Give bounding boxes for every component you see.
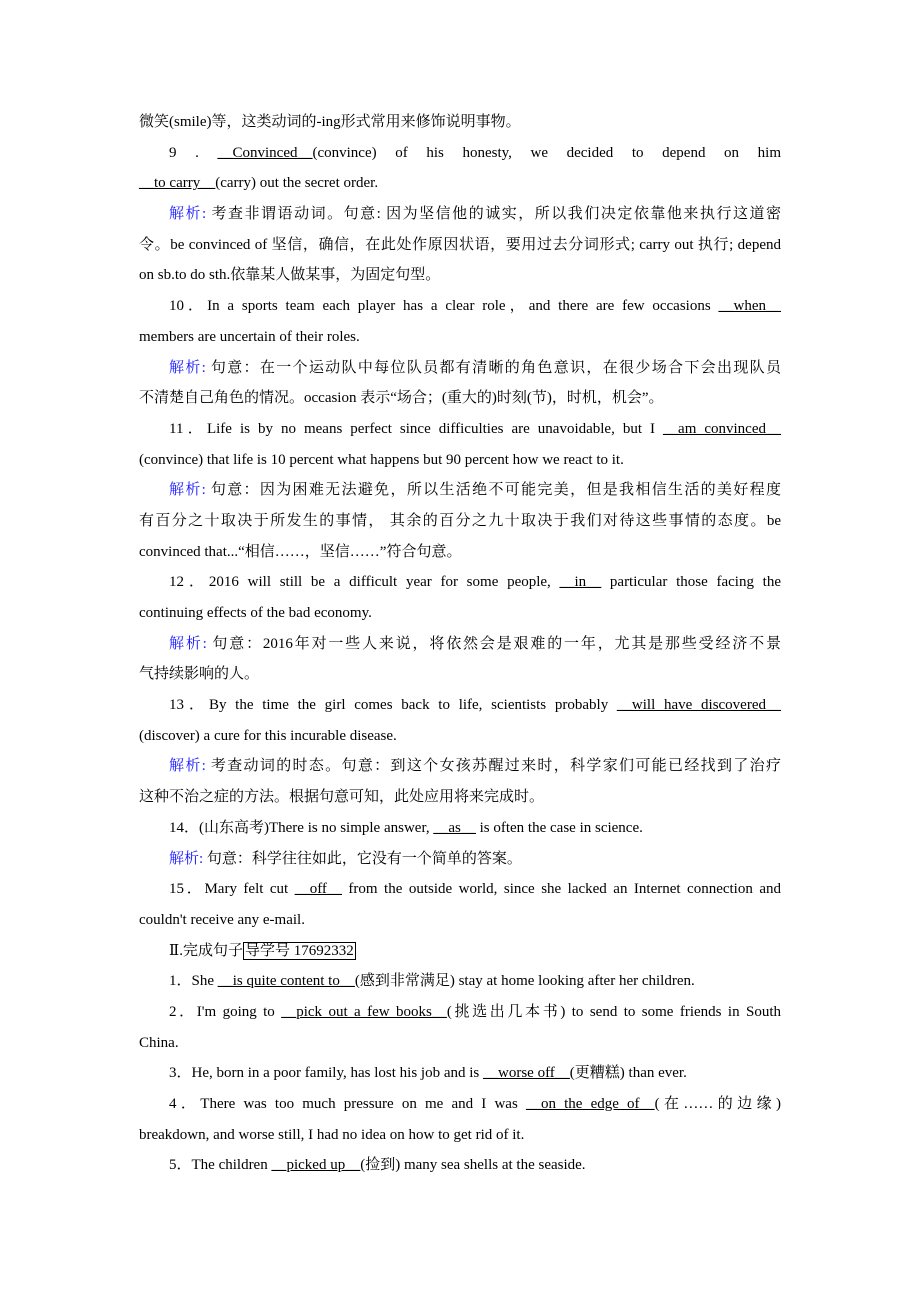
paragraph [139,1089,781,1150]
text-segment: China. [139,1034,179,1051]
text-line [139,598,781,629]
text-line [139,107,781,138]
text-line [139,383,781,414]
text-line [139,353,781,384]
text-segment: (捡到) many sea shells at the seaside. [360,1157,586,1174]
paragraph [139,936,781,967]
paragraph [139,690,781,751]
text-segment: particular those facing the [601,574,781,591]
text-segment: members are uncertain of their roles. [139,328,360,345]
paragraph [139,107,781,138]
paragraph [139,475,781,567]
text-line [139,905,781,936]
text-line [139,414,781,445]
answer-blank: __on the edge of__ [525,1096,655,1112]
text-segment: (carry) out the secret order. [215,175,379,192]
text-line [139,567,781,598]
answer-blank: __when__ [718,298,781,315]
text-segment: 11．Life is by no means perfect since difficulties are unavoidable, but I [169,420,664,437]
text-segment: 句意：2016年对一些人来说，将依然会是艰难的一年，尤其是那些受经济不景 [206,635,781,652]
paragraph [139,199,781,291]
text-segment: 5．The children [169,1157,272,1174]
text-segment: (感到非常满足) stay at home looking after her children. [354,973,695,990]
text-segment: 微笑(smile)等，这类动词的-ing形式常用来修饰说明事物。 [139,114,521,130]
text-segment: 有百分之十取决于所发生的事情， 其余的百分之九十取决于我们对待这些事情的态度。be [139,512,781,529]
text-segment: 10．In a sports team each player has a clear role，and there are few occasions [169,298,719,315]
text-segment: continuing effects of the bad economy. [139,605,372,621]
text-segment: couldn't receive any e-mail. [139,911,305,928]
answer-blank: __as__ [433,819,476,836]
text-segment: on sb.to do sth.依靠某人做某事，为固定句型。 [139,267,441,284]
text-line [139,322,781,353]
analysis-label: 解析: [169,850,204,867]
analysis-label: 解析: [169,359,206,376]
text-line [139,721,781,752]
answer-blank: __to carry__ [139,175,216,192]
text-segment: 3．He, born in a poor family, has lost his job and is [169,1065,483,1082]
text-line [139,629,781,660]
text-segment: 考查非谓语动词。句意: 因为坚信他的诚实，所以我们决定依靠他来执行这道密 [206,206,781,223]
answer-blank: __in__ [559,574,602,591]
analysis-label: 解析: [169,635,207,652]
text-segment: 15．Mary felt cut [169,881,295,898]
text-line [139,445,781,476]
reference-number-box: 导学号 17692332 [244,942,354,959]
text-line [139,475,781,506]
paragraph [139,966,781,997]
paragraph [139,291,781,352]
analysis-label: 解析: [169,482,206,499]
text-line [139,291,781,322]
text-line [139,844,781,875]
text-segment: 13．By the time the girl comes back to life, scientists probably [169,697,617,714]
text-line [139,1120,781,1151]
text-segment: 9 . [169,144,218,161]
text-line [139,230,781,261]
analysis-label: 解析: [169,206,207,223]
paragraph [139,751,781,812]
text-line [139,1150,781,1181]
paragraph [139,844,781,875]
answer-blank: __will have discovered__ [616,697,781,714]
text-line [139,1028,781,1059]
paragraph [139,1150,781,1181]
paragraph [139,813,781,844]
paragraph [139,414,781,475]
text-segment: (在……的边缘) [654,1096,781,1112]
analysis-label: 解析: [169,758,206,775]
text-segment: 令。be convinced of 坚信，确信，在此处作原因状语，要用过去分词形式; carry out 执行; depend [139,236,781,253]
paragraph [139,874,781,935]
text-segment: 14．(山东高考)There is no simple answer, [169,819,434,836]
text-line [139,506,781,537]
answer-blank: __Convinced__ [217,144,313,161]
text-line [139,260,781,291]
text-line [139,1089,781,1120]
paragraph [139,629,781,690]
text-segment: Ⅱ.完成句子 [169,942,243,959]
text-segment: 不清楚自己角色的情况。occasion 表示“场合；(重大的)时刻(节)，时机，机会”。 [139,390,664,407]
text-segment: (更糟糕) than ever. [569,1065,687,1082]
answer-blank: __picked up__ [271,1157,361,1174]
text-segment: 考查动词的时态。句意：到这个女孩苏醒过来时，科学家们可能已经找到了治疗 [205,758,781,775]
text-line [139,751,781,782]
paragraph [139,138,781,199]
text-segment: (discover) a cure for this incurable disease. [139,727,397,744]
answer-blank: __off__ [294,881,342,898]
text-line [139,936,781,967]
text-segment: 2．I'm going to [169,1003,282,1020]
text-segment: 12．2016 will still be a difficult year for some people, [169,574,560,591]
text-segment: 气持续影响的人。 [139,666,260,683]
paragraph [139,353,781,414]
text-segment: (convince) of his honesty, we decided to depend on him [312,144,781,161]
text-segment: 句意：科学往往如此，它没有一个简单的答案。 [203,850,522,867]
text-segment: 这种不治之症的方法。根据句意可知，此处应用将来完成时。 [139,789,545,806]
text-line [139,690,781,721]
answer-blank: __am convinced__ [663,420,781,437]
text-line [139,168,781,199]
text-line [139,1058,781,1089]
paragraph [139,997,781,1058]
paragraph [139,567,781,628]
document-page [139,107,781,1181]
text-line [139,537,781,568]
text-segment: 4．There was too much pressure on me and I was [169,1096,526,1112]
text-segment: is often the case in science. [475,819,643,836]
text-segment: (挑选出几本书) to send to some friends in South [446,1003,781,1020]
text-segment: convinced that...“相信……，坚信……”符合句意。 [139,543,462,560]
text-line [139,966,781,997]
answer-blank: __worse off__ [483,1065,570,1082]
text-segment: 句意：在一个运动队中每位队员都有清晰的角色意识，在很少场合下会出现队员 [205,359,781,376]
text-line [139,138,781,169]
text-line [139,659,781,690]
text-segment: 句意：因为困难无法避免，所以生活绝不可能完美，但是我相信生活的美好程度 [205,482,781,499]
text-line [139,782,781,813]
text-segment: (convince) that life is 10 percent what happens but 90 percent how we react to it. [139,451,624,468]
answer-blank: __pick out a few books__ [281,1003,447,1020]
text-line [139,199,781,230]
text-segment: 1．She [169,973,218,990]
text-segment: breakdown, and worse still, I had no idea on how to get rid of it. [139,1126,525,1143]
paragraph [139,1058,781,1089]
text-segment: from the outside world, since she lacked an Internet connection and [341,881,781,898]
text-line [139,997,781,1028]
answer-blank: __is quite content to__ [217,973,355,990]
text-line [139,813,781,844]
text-line [139,874,781,905]
